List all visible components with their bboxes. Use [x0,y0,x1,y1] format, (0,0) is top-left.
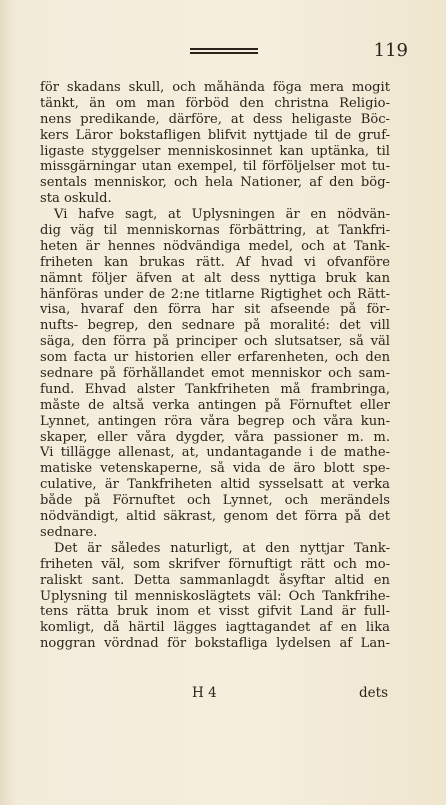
text-line: nämnt följer äfven at alt dess nyttiga bruk kan [40,270,390,286]
text-line: raliskt sant. Detta sammanlagdt åsyftar altid en [40,572,390,588]
body-text [40,80,390,652]
page-footer [0,685,446,705]
text-line: komligt, då härtil lägges iagttagandet af en lika [40,620,390,636]
text-line: Vi hafve sagt, at Uplysningen är en nödvän- [54,207,390,223]
catchword: dets [359,685,388,701]
text-line: säga, den förra på principer och slutsatser, så väl [40,334,390,350]
text-line: tänkt, än om man förböd den christna Religio- [40,95,390,111]
text-line: missgärningar utan exempel, til förföljelser mot tu- [40,159,390,175]
text-line: hänföras under de 2:ne titlarne Rigtighet och Rätt- [40,286,390,302]
text-line: sednare på förhållandet emot menniskor och sam- [40,366,390,382]
text-line: culative, är Tankfriheten altid sysselsatt at verka [40,477,390,493]
text-line: friheten väl, som skrifver förnuftigt rätt och mo- [40,556,390,572]
text-line: Det är således naturligt, at den nyttjar Tank- [54,540,390,556]
text-line: skaper, eller våra dygder, våra passioner m. m. [40,429,390,445]
text-line: heten är hennes nödvändiga medel, och at Tank- [40,238,390,254]
text-line: nufts- begrep, den sednare på moralité: det vill [40,318,390,334]
text-line: sta oskuld. [40,191,112,207]
text-line: sentals menniskor, och hela Nationer, af den bög- [40,175,390,191]
text-line: både på Förnuftet och Lynnet, och merändels [40,493,390,509]
text-line: som facta ur historien eller erfarenheten, och den [40,350,390,366]
text-line: visa, hvaraf den förra har sit afseende på för- [40,302,390,318]
signature-mark: H 4 [192,685,217,701]
text-line: för skadans skull, och måhända föga mera mogit [40,80,390,95]
text-line: ligaste styggelser menniskosinnet kan uptänka, til [40,143,390,159]
text-line: friheten kan brukas rätt. Af hvad vi ofvanföre [40,254,390,270]
text-line: Vi tillägge allenast, at, undantagande i de mathe- [40,445,390,461]
text-line: Uplysning til menniskoslägtets väl: Och Tankfrihe- [40,588,390,604]
text-line: matiske vetenskaperne, så vida de äro blott spe- [40,461,390,477]
header-double-rule [190,48,258,54]
text-line: dig väg til menniskornas förbättring, at Tankfri- [40,223,390,239]
page-header [0,40,446,70]
text-line: fund. Ehvad alster Tankfriheten må frambringa, [40,381,390,397]
text-line: tens rätta bruk inom et visst gifvit Land är full- [40,604,390,620]
text-line: nens predikande, därföre, at dess heligaste Böc- [40,111,390,127]
text-line: nödvändigt, altid säkrast, genom det förra på det [40,509,390,525]
page-number: 119 [373,40,408,61]
text-line: noggran vördnad för bokstafliga lydelsen af Lan- [40,636,390,652]
text-line: kers Läror bokstafligen blifvit nyttjade til de gruf- [40,127,390,143]
text-line: sednare. [40,524,98,540]
text-line: måste de altså verka antingen på Förnuftet eller [40,397,390,413]
text-line: Lynnet, antingen röra våra begrep och våra kun- [40,413,390,429]
